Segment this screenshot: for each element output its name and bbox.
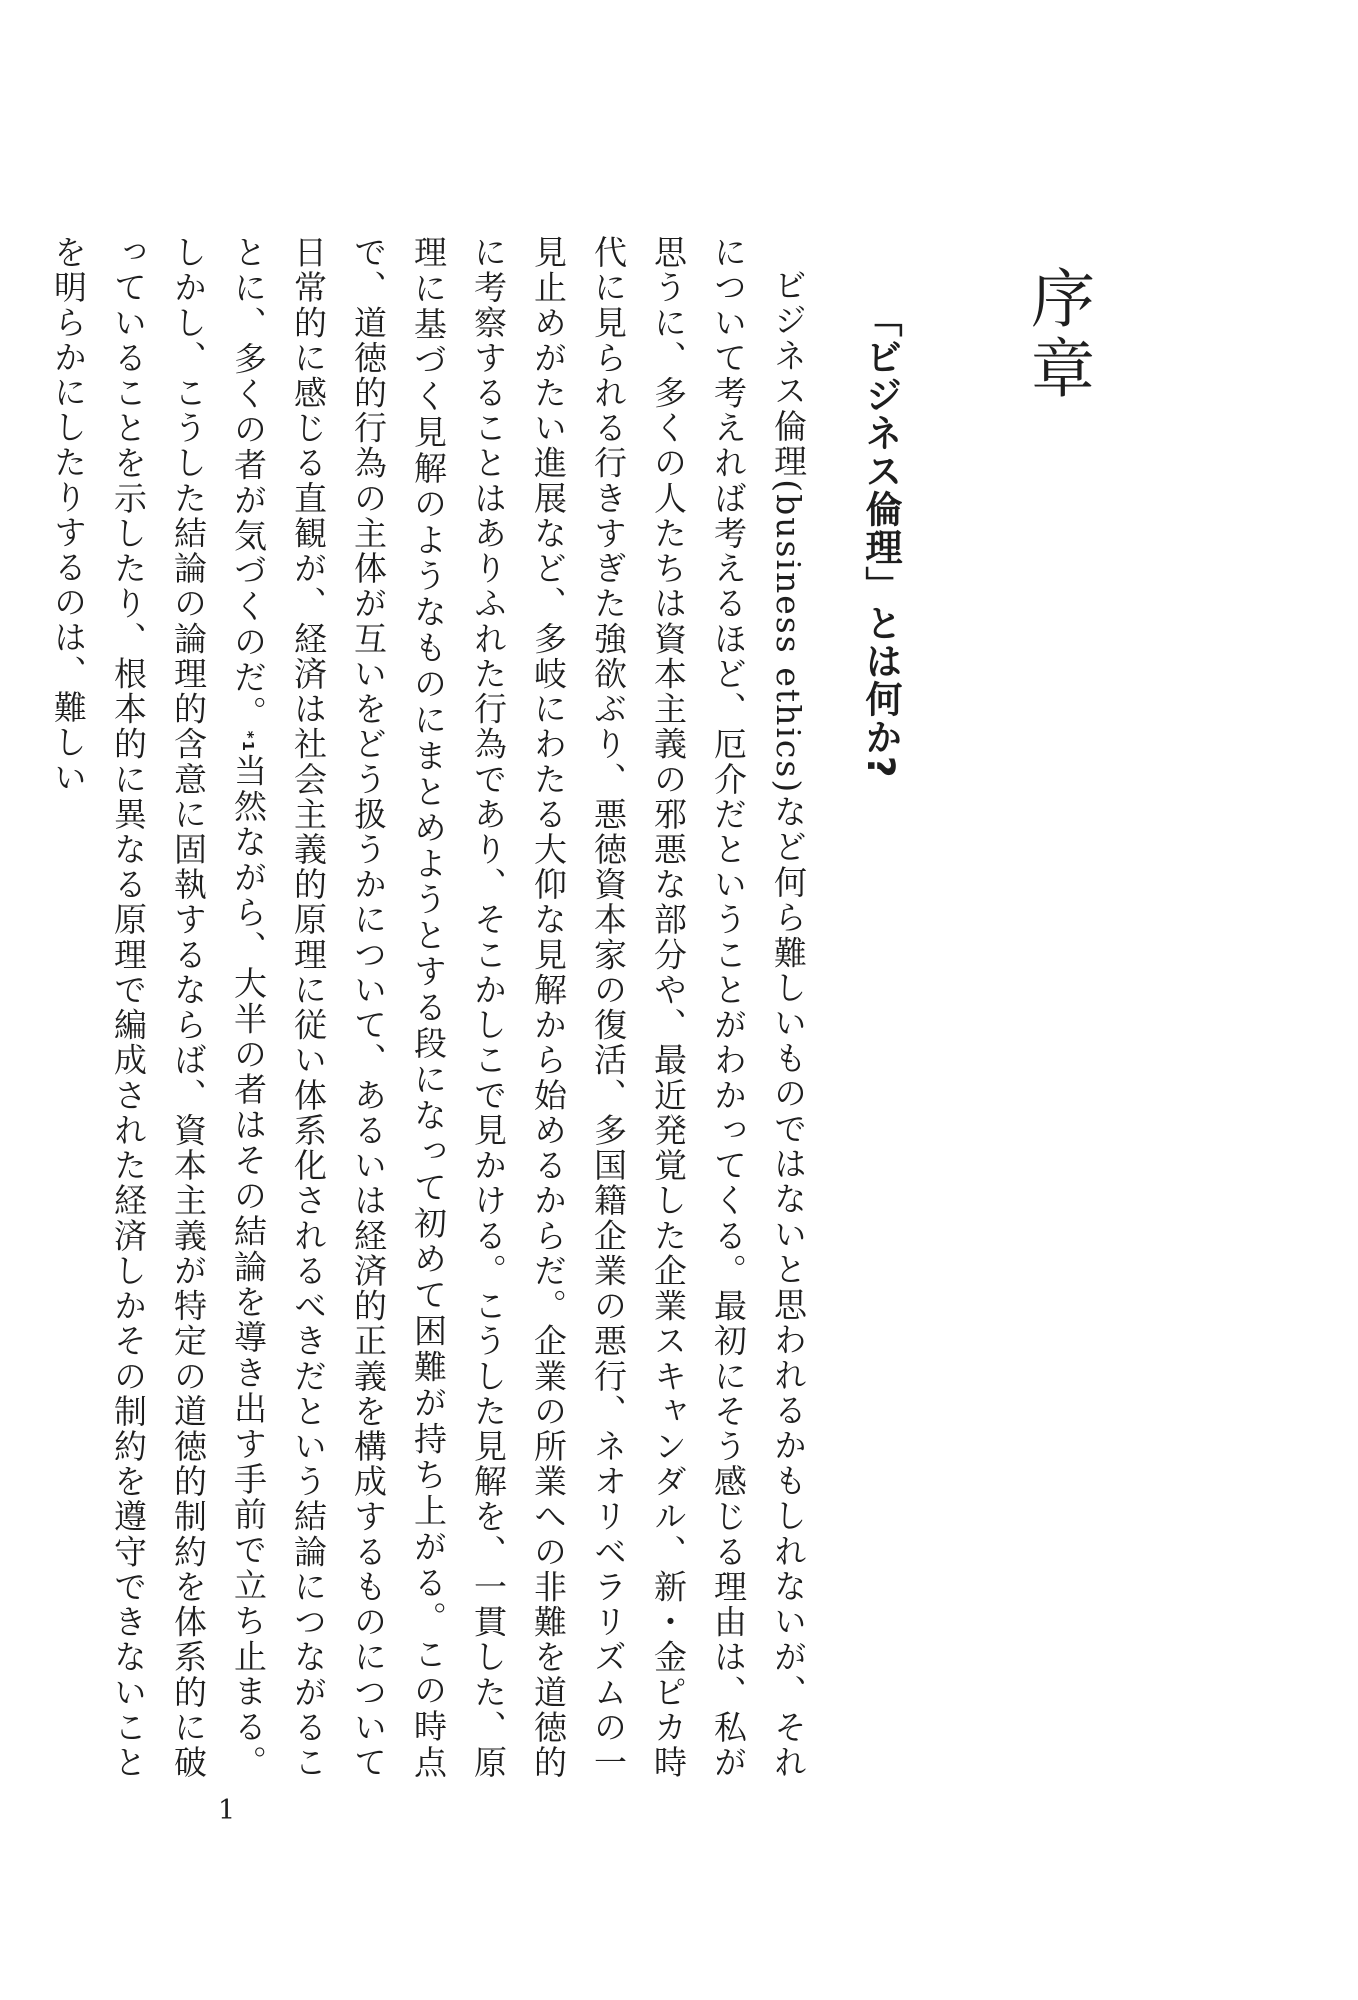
footnote-reference[interactable]: *1 (239, 730, 257, 754)
page-number: 1 (218, 1795, 236, 1826)
body-text-start: ビジネス倫理(business ethics)など何ら難しいものではないと思われるかもしれないが、それについて考えれば考えるほど、厄介だということがわかってくる。最初にそう感じる理由は、私が思うに、多くの人たちは資本主義の邪悪な部分や、最近発覚した企業スキャンダル、新・金ピカ時代に見られる行きすぎた強欲ぶり、悪徳資本家の復活、多国籍企業の悪行、ネオリベラリズムの一見止めがたい進展など、多岐にわたる大仰な見解から始めるからだ。企業の所業への非難を道徳的に考察することはありふれた行為であり、そこかしこで見かける。こうした見解を、一貫した、原理に基づく見解のようなものにまとめようとする段になって初めて困難が持ち上がる。この時点で、道徳的行為の主体が互いをどう扱うかについて、あるいは経済的正義を構成するものについて日常的に感じる直観が、経済は社会主義的原理に従い体系化されるべきだという結論につながることに、多くの者が気づくのだ。 (229, 235, 808, 1781)
body-text (49, 235, 818, 1781)
chapter-title: 序章 (1020, 265, 1094, 405)
section-heading: 「ビジネス倫理」とは何か? (859, 300, 902, 779)
body-text-end: 当然ながら、大半の者はその結論を導き出す手前で立ち止まる。しかし、こうした結論の論理的含意に固執するならば、資本主義が特定の道徳的制約を体系的に破っていることを示したり、根本的に異なる原理で編成された経済しかその制約を遵守できないことを明らかにしたりするのは、難しい (49, 235, 268, 1781)
body-paragraph (38, 235, 818, 1780)
